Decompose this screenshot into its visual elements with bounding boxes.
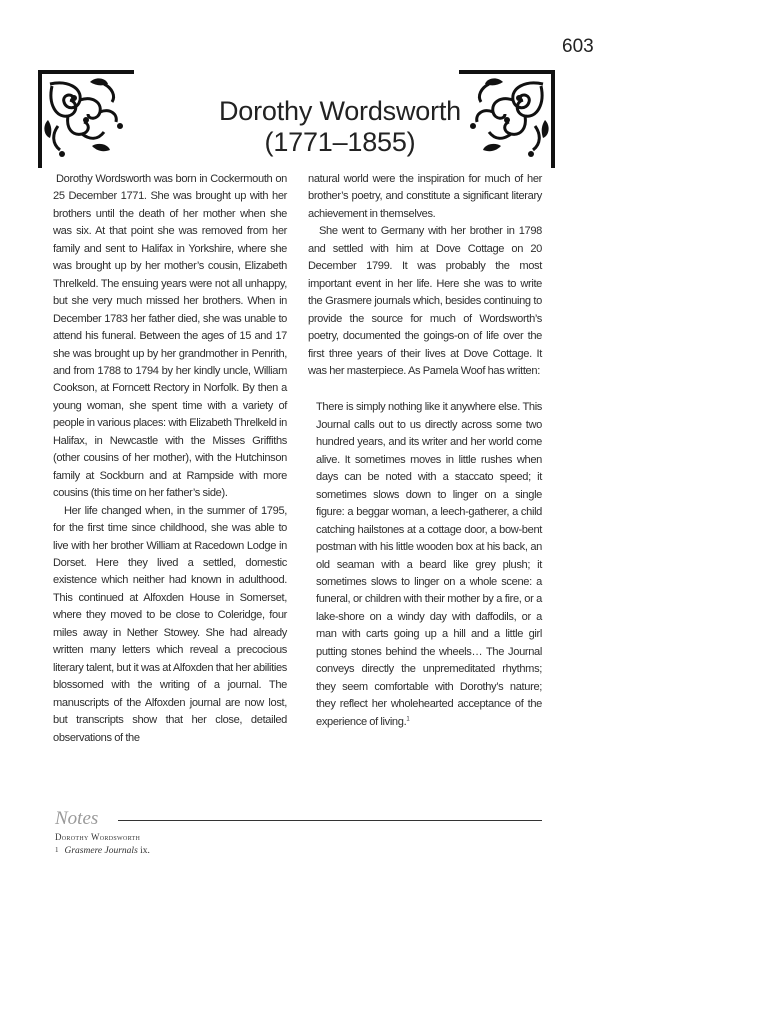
- page-number: 603: [562, 36, 594, 57]
- footnote-reference: 1: [406, 715, 410, 722]
- footnote-number: 1: [55, 846, 59, 854]
- block-quote: [316, 399, 542, 731]
- title-name: Dorothy Wordsworth: [219, 96, 461, 126]
- left-column: [53, 171, 287, 747]
- paragraph: Dorothy Wordsworth was born in Cockermouth on 25 December 1771. She was brought up with her brothers until the death of her mother when she was six. At that point she was removed from her family and sent to Halifax in Yorkshire, where she was brought up by her mother’s cousin, Elizabeth Threlkeld. The ensuing years were not all unhappy, but she very much missed her brothers. When in December 1783 her father died, she was unable to attend his funeral. Between the ages of 15 and 17 she was brought up by her grandmother in Penrith, and from 1788 to 1794 by her kindly uncle, William Cookson, at Forncett Rectory in Norfolk. By then a young woman, she spent time with a variety of people in various places: with Elizabeth Threlkeld in Halifax, in Newcastle with the Misses Griffiths (other cousins of her mother), with the Hutchinson family at Sockburn and at Rampside with more cousins (this time on her father’s side).: [53, 173, 287, 500]
- notes-heading: Notes: [55, 808, 99, 829]
- notes-divider: [118, 820, 542, 821]
- paragraph: natural world were the inspiration for much of her brother’s poetry, and constitute a significant literary achievement in themselves.: [308, 173, 542, 220]
- quote-text: There is simply nothing like it anywhere else. This Journal calls out to us directly across some two hundred years, and its writer and her world come alive. It sometimes moves in little rushes when days can be noted with a staccato speed; it sometimes slows down to linger on a single figure: a beggar woman, a leech-gatherer, a child catching hailstones at a cottage door, a bow-bent postman with his little wooden box at his back, an old seaman with a beard like grey plush; it sometimes slows to linger on a whole scene: a funeral, or children with their mother by a fire, or a lake-shore on a windy day with daffodils, or a man with carts going up a hill and a little girl putting stones behind the wheels… The Journal conveys directly the unpremeditated rhythms; they seem comfortable with Dorothy’s nature; they reflect her wholehearted acceptance of the experience of living.: [316, 401, 542, 728]
- notes-section-title: Dorothy Wordsworth: [55, 832, 141, 842]
- paragraph: She went to Germany with her brother in 1798 and settled with him at Dove Cottage on 20 December 1799. It was probably the most important event in her life. Here she was to write the Grasmere journals which, besides continuing to provide the source for much of Wordsworth’s poetry, documented the goings-on of life over the first three years of their lives at Dove Cottage. It was her masterpiece. As Pamela Woof has written:: [308, 225, 542, 377]
- page-title: [140, 96, 540, 158]
- footnote-title: Grasmere Journals: [64, 846, 138, 856]
- paragraph: Her life changed when, in the summer of 1795, for the first time since childhood, she was able to live with her brother William at Racedown Lodge in Dorset. Here they lived a settled, domestic existence which neither had known in adulthood. This continued at Alfoxden House in Somerset, where they moved to be close to Coleridge, four miles away in Nether Stowey. She had already written many letters which reveal a precocious literary talent, but it was at Alfoxden that her abilities blossomed with the writing of a journal. The manuscripts of the Alfoxden journal are now lost, but transcripts show that her close, detailed observations of the: [53, 504, 287, 744]
- title-dates: (1771–1855): [264, 127, 416, 157]
- corner-ornament-left-icon: [38, 70, 134, 168]
- footnote: [55, 846, 150, 856]
- footnote-page: ix.: [140, 846, 150, 856]
- right-column: [308, 171, 542, 731]
